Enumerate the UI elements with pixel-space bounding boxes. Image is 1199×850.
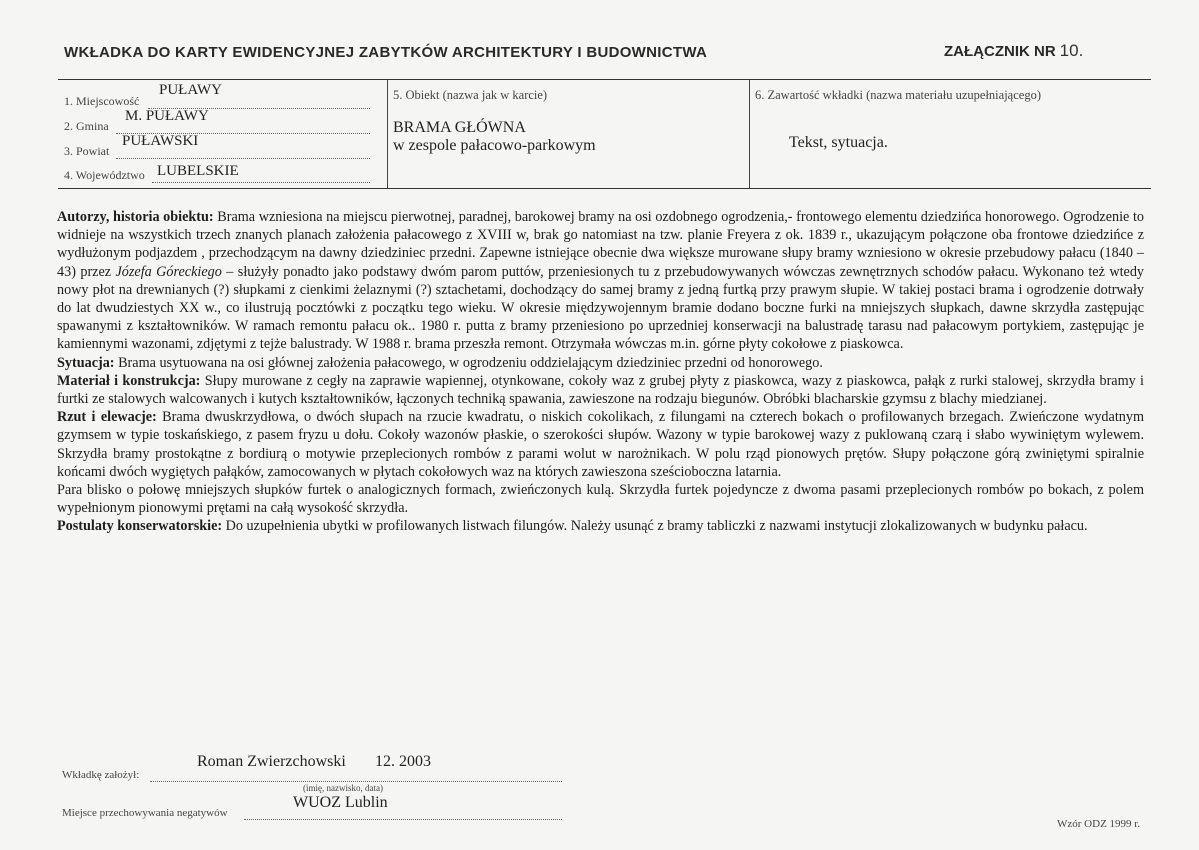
section-postulaty	[57, 517, 1144, 535]
zalozyl-sublabel: (imię, nazwisko, data)	[303, 783, 383, 793]
field-value: LUBELSKIE	[157, 163, 239, 179]
field-label: 2. Gmina	[64, 119, 109, 133]
identification-box	[58, 79, 1151, 189]
column-divider	[749, 80, 750, 188]
section-autorzy	[57, 208, 1144, 354]
object-name: BRAMA GŁÓWNA	[393, 119, 526, 136]
author-name: Józefa Góreckiego	[115, 263, 222, 280]
field-powiat	[64, 133, 374, 162]
section-material	[57, 372, 1144, 408]
description-text	[57, 208, 1144, 536]
annex-label-text: ZAŁĄCZNIK NR	[944, 43, 1056, 60]
content-label: 6. Zawartość wkładki (nazwa materiału uzupełniającego)	[755, 88, 1041, 102]
field-value: PUŁAWY	[159, 82, 222, 98]
section-label: Sytuacja:	[57, 354, 115, 371]
content-value: Tekst, sytuacja.	[789, 134, 888, 151]
dotted-line	[244, 819, 562, 820]
section-text: Brama wzniesiona na miejscu pierwotnej, paradnej, barokowej bramy na osi ozdobnego ogrodzenia,- frontowego elementu dziedzińca honorowego. Ogrodzenie to widnieje na wszystkich trzech znanych planach założenia pałacowego z XVIII w, brak go natomiast na tzw. planie Freyera z ok. 1839 r., ukazującym połączone oba frontowe dziedzińce z wydłużonym podjazdem , przechodzącym na dawny dziedziniec przedni. Zapewne istniejące obecnie dwa większe murowane słupy bramy wzniesiono w okresie przebudowy pałacu (1840 – 43) przez	[57, 209, 1144, 280]
section-rzut	[57, 408, 1144, 481]
section-text: Para blisko o połowę mniejszych słupków furtek o analogicznych formach, zwieńczonych kulą. Skrzydła furtek pojedyncze z dwoma pasami przeplecionych rombów po bokach, z polem wypełnionym pionowymi prętami na całą wysokość skrzydła.	[57, 482, 1144, 517]
template-note: Wzór ODZ 1999 r.	[1057, 818, 1141, 830]
annex-label	[944, 41, 1083, 61]
dotted-line	[116, 158, 370, 159]
section-sytuacja	[57, 354, 1144, 372]
section-label: Materiał i konstrukcja:	[57, 372, 201, 389]
author-signature-date: 12. 2003	[375, 753, 431, 770]
zalozyl-label: Wkładkę założył:	[62, 769, 140, 781]
storage-label: Miejsce przechowywania negatywów	[62, 807, 228, 819]
storage-value: WUOZ Lublin	[293, 794, 388, 811]
dotted-line	[152, 182, 370, 183]
section-text: Brama usytuowana na osi głównej założenia pałacowego, w ogrodzeniu oddzielającym dziedziniec przedni od honorowego.	[118, 354, 823, 371]
dotted-line	[150, 781, 562, 782]
section-text: Do uzupełnienia ubytki w profilowanych listwach filungów. Należy usunąć z bramy tabliczki z nazwami instytucji zlokalizowanych w budynku pałacu.	[225, 518, 1088, 535]
field-wojewodztwo	[64, 163, 374, 186]
column-divider	[387, 80, 388, 188]
object-label: 5. Obiekt (nazwa jak w karcie)	[393, 88, 548, 102]
field-value: M. PUŁAWY	[125, 108, 209, 124]
object-context: w zespole pałacowo-parkowym	[393, 137, 596, 154]
section-furtki	[57, 481, 1144, 517]
section-label: Rzut i elewacje:	[57, 409, 157, 426]
field-label: 3. Powiat	[64, 144, 110, 158]
section-text: Słupy murowane z cegły na zaprawie wapiennej, otynkowane, cokoły waz z grubej płyty z piaskowca, wazy z piaskowca, pałąk z rurki stalowej, skrzydła bramy i furtki ze stalowych walcowanych i kutych kształtowników, łączonych techniką spawania, zawieszone na rodzaju biegunów. Obróbki blacharskie gzymsu z blachy miedzianej.	[57, 372, 1145, 408]
section-text: – służyły ponadto jako podstawy dwóm parom puttów, przeniesionych tu z przebudowywanych wówczas zewnętrznych schodów pałacu. Wykonano też wtedy nowy płot na drewnianych (?) słupkami z cienkimi żelaznymi (?) sztachetami, dochodzący do samej bramy z jedną furtką przy prawym słupie. W takiej postaci brama i ogrodzenie dotrwały do lat dwudziestych XX w., co ilustrują pocztówki z początku tego wieku. W okresie międzywojennym bramie dodano boczne furki na mniejszych słupkach, dawne skrzydła zastępując spawanymi z kształtowników. W ramach remontu pałacu ok.. 1980 r. putta z bramy przeniesiono po uprzedniej konserwacji na balustradę tarasu nad pałacowym portykiem, zastępując je kamiennymi wazonami, zdjętymi z tejże balustrady. W 1988 r. brama przeszła remont. Otrzymała wówczas m.in. górne płyty cokołowe z piaskowca.	[57, 263, 1145, 353]
section-label: Autorzy, historia obiektu:	[57, 209, 214, 225]
field-label: 4. Województwo	[64, 168, 145, 182]
field-miejscowosc	[64, 82, 374, 112]
section-text: Brama dwuskrzydłowa, o dwóch słupach na rzucie kwadratu, o niskich cokolikach, z filungami na czterech bokach o profilowanych brzegach. Zwieńczone wydatnym gzymsem w typie toskańskiego, z pasem fryzu u dołu. Cokoły wazonów płaskie, o szerokości słupów. Wazony w typie barokowej wazy z puklowaną czarą i słabo wywiniętym wylewem. Skrzydła bramy prostokątne z bordiurą o motywie przeplecionych rombów z parami wolut w narożnikach. W polu rząd pionowych prętów. Słupy połączone górą zwiniętymi spiralnie końcami dwóch wygiętych pałąków, zamocowanych w płytach cokołowych waz na których zawieszona sześcioboczna latarnia.	[57, 409, 1144, 480]
field-value: PUŁAWSKI	[122, 133, 199, 149]
annex-number: 10.	[1059, 41, 1084, 60]
author-signature-name: Roman Zwierzchowski	[197, 753, 346, 770]
field-gmina	[64, 108, 374, 137]
section-label: Postulaty konserwatorskie:	[57, 518, 223, 535]
field-label: 1. Miejscowość	[64, 94, 140, 108]
page-title: WKŁADKA DO KARTY EWIDENCYJNEJ ZABYTKÓW ARCHITEKTURY I BUDOWNICTWA	[64, 44, 708, 61]
